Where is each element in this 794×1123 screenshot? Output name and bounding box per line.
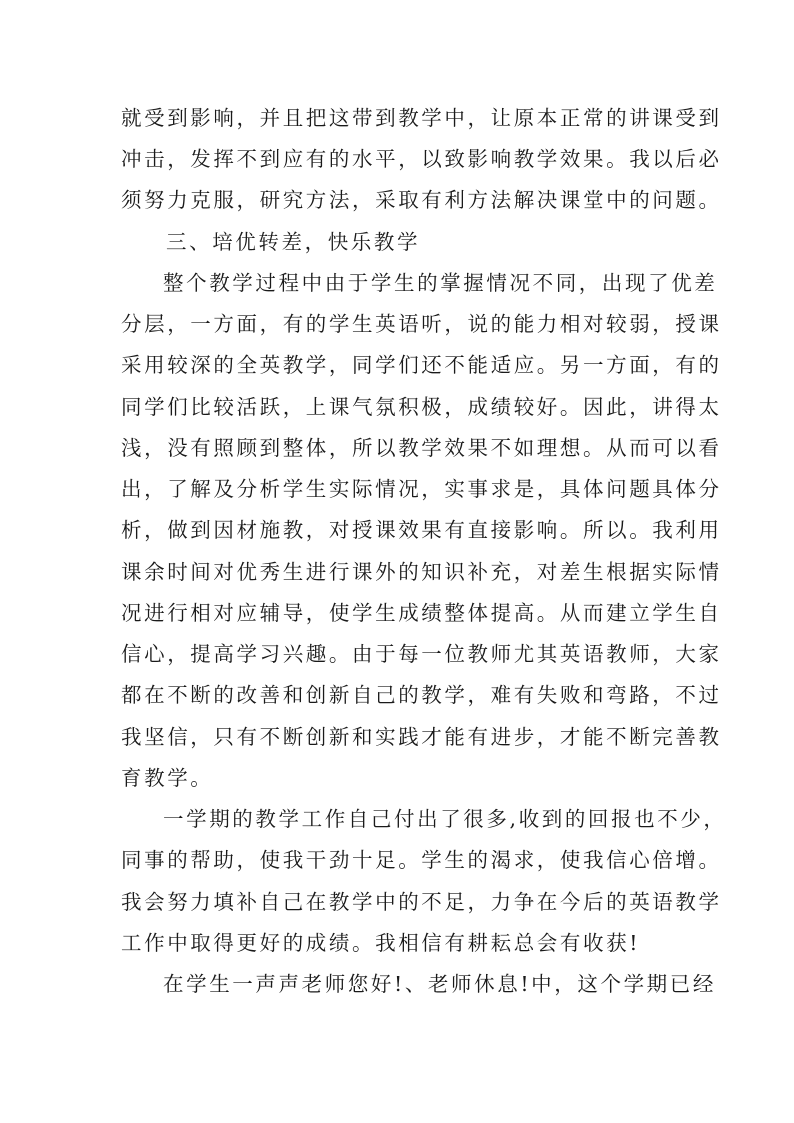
paragraph-line: 一学期的教学工作自己付出了很多,收到的回报也不少， bbox=[163, 807, 727, 831]
paragraph-line: 同事的帮助，使我干劲十足。学生的渴求，使我信心倍增。 bbox=[121, 848, 722, 872]
paragraph-line: 出，了解及分析学生实际情况，实事求是，具体问题具体分 bbox=[121, 477, 722, 501]
paragraph-line: 在学生一声声老师您好!、老师休息!中，这个学期已经 bbox=[163, 972, 716, 996]
paragraph-line: 分层，一方面，有的学生英语听，说的能力相对较弱，授课 bbox=[121, 312, 722, 336]
paragraph-line: 析，做到因材施教，对授课效果有直接影响。所以。我利用 bbox=[121, 518, 722, 542]
paragraph-line: 育教学。 bbox=[121, 766, 214, 790]
paragraph-line: 冲击，发挥不到应有的水平，以致影响教学效果。我以后必 bbox=[121, 147, 722, 171]
paragraph-line: 浅，没有照顾到整体，所以教学效果不如理想。从而可以看 bbox=[121, 436, 722, 460]
paragraph-line: 同学们比较活跃，上课气氛积极，成绩较好。因此，讲得太 bbox=[121, 395, 722, 419]
paragraph-line: 就受到影响，并且把这带到教学中，让原本正常的讲课受到 bbox=[121, 106, 722, 130]
paragraph-line: 须努力克服，研究方法，采取有利方法解决课堂中的问题。 bbox=[121, 188, 722, 212]
paragraph-line: 我坚信，只有不断创新和实践才能有进步，才能不断完善教 bbox=[121, 725, 722, 749]
paragraph-line: 采用较深的全英教学，同学们还不能适应。另一方面，有的 bbox=[121, 353, 722, 377]
paragraph-line: 都在不断的改善和创新自己的教学，难有失败和弯路，不过 bbox=[121, 683, 722, 707]
paragraph-line: 我会努力填补自己在教学中的不足，力争在今后的英语教学 bbox=[121, 890, 722, 914]
paragraph-line: 课余时间对优秀生进行课外的知识补充，对差生根据实际情 bbox=[121, 560, 722, 584]
paragraph-line: 工作中取得更好的成绩。我相信有耕耘总会有收获! bbox=[121, 931, 641, 955]
paragraph-line: 整个教学过程中由于学生的掌握情况不同，出现了优差 bbox=[163, 271, 718, 295]
section-heading: 三、培优转差，快乐教学 bbox=[166, 230, 421, 254]
paragraph-line: 信心，提高学习兴趣。由于每一位教师尤其英语教师，大家 bbox=[121, 642, 722, 666]
paragraph-line: 况进行相对应辅导，使学生成绩整体提高。从而建立学生自 bbox=[121, 601, 722, 625]
